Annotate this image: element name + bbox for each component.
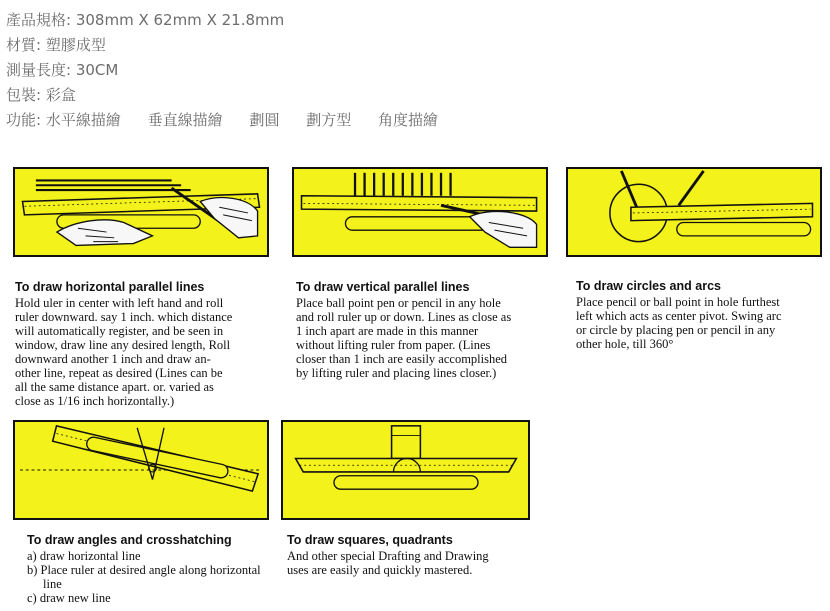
- illustration-circles: [566, 167, 822, 257]
- spec-length: 測量長度: 30CM: [6, 61, 119, 79]
- illustration-angles: [13, 420, 269, 520]
- spec-packaging: 包裝: 彩盒: [6, 86, 76, 104]
- section-text: Place pencil or ball point in hole furthest left which acts as center pivot. Swing arc or circle by placing pen or pencil in any other hole, till 360°: [576, 295, 782, 351]
- angles-drawing: [15, 422, 267, 518]
- function-item: 劃圓: [249, 111, 280, 129]
- function-item: 水平線描繪: [45, 111, 121, 129]
- function-item: 劃方型: [306, 111, 352, 129]
- section-title: To draw vertical parallel lines: [296, 280, 470, 294]
- section-text: And other special Drafting and Drawing uses are easily and quickly mastered.: [287, 549, 489, 577]
- section-title: To draw circles and arcs: [576, 279, 721, 293]
- squares-drawing: [283, 422, 528, 518]
- section-circles: [576, 279, 826, 351]
- step-item: b) Place ruler at desired angle along horizontal line: [27, 563, 261, 591]
- section-vertical-lines: [296, 280, 556, 380]
- spec-material: 材質: 塑膠成型: [6, 36, 106, 54]
- spec-functions: [6, 108, 438, 133]
- section-title: To draw angles and crosshatching: [27, 533, 232, 547]
- circles-drawing: [568, 169, 820, 255]
- horizontal-lines-drawing: [15, 169, 267, 255]
- angle-steps: [27, 549, 267, 605]
- section-title: To draw squares, quadrants: [287, 533, 453, 547]
- section-squares: [287, 533, 537, 577]
- section-angles: [27, 533, 267, 605]
- step-item: a) draw horizontal line: [27, 549, 141, 563]
- section-horizontal-lines: [15, 280, 275, 408]
- function-item: 垂直線描繪: [147, 111, 223, 129]
- illustration-horizontal-lines: [13, 167, 269, 257]
- illustration-squares: [281, 420, 530, 520]
- spec-list: [6, 8, 438, 133]
- vertical-lines-drawing: [294, 169, 546, 255]
- spec-functions-label: 功能:: [6, 111, 42, 129]
- function-item: 角度描繪: [378, 111, 439, 129]
- illustration-vertical-lines: [292, 167, 548, 257]
- section-text: Place ball point pen or pencil in any hole and roll ruler up or down. Lines as close as 1 inch apart are made in this manner without lifting ruler from paper. (Lines closer than 1 inch are easily accomplished by lifting ruler and placing lines closer.): [296, 296, 512, 380]
- spec-size: 產品規格: 308mm X 62mm X 21.8mm: [6, 11, 285, 29]
- step-item: c) draw new line: [27, 591, 111, 605]
- section-title: To draw horizontal parallel lines: [15, 280, 205, 294]
- section-text: Hold uler in center with left hand and roll ruler downward. say 1 inch. which distance will automatically register, and be seen in window, draw line any desired length, Roll downward another 1 inch and draw an- other line, repeat as desired (Lines can be all the same distance apart. or. varied as close as 1/16 inch horizontally.): [15, 296, 233, 408]
